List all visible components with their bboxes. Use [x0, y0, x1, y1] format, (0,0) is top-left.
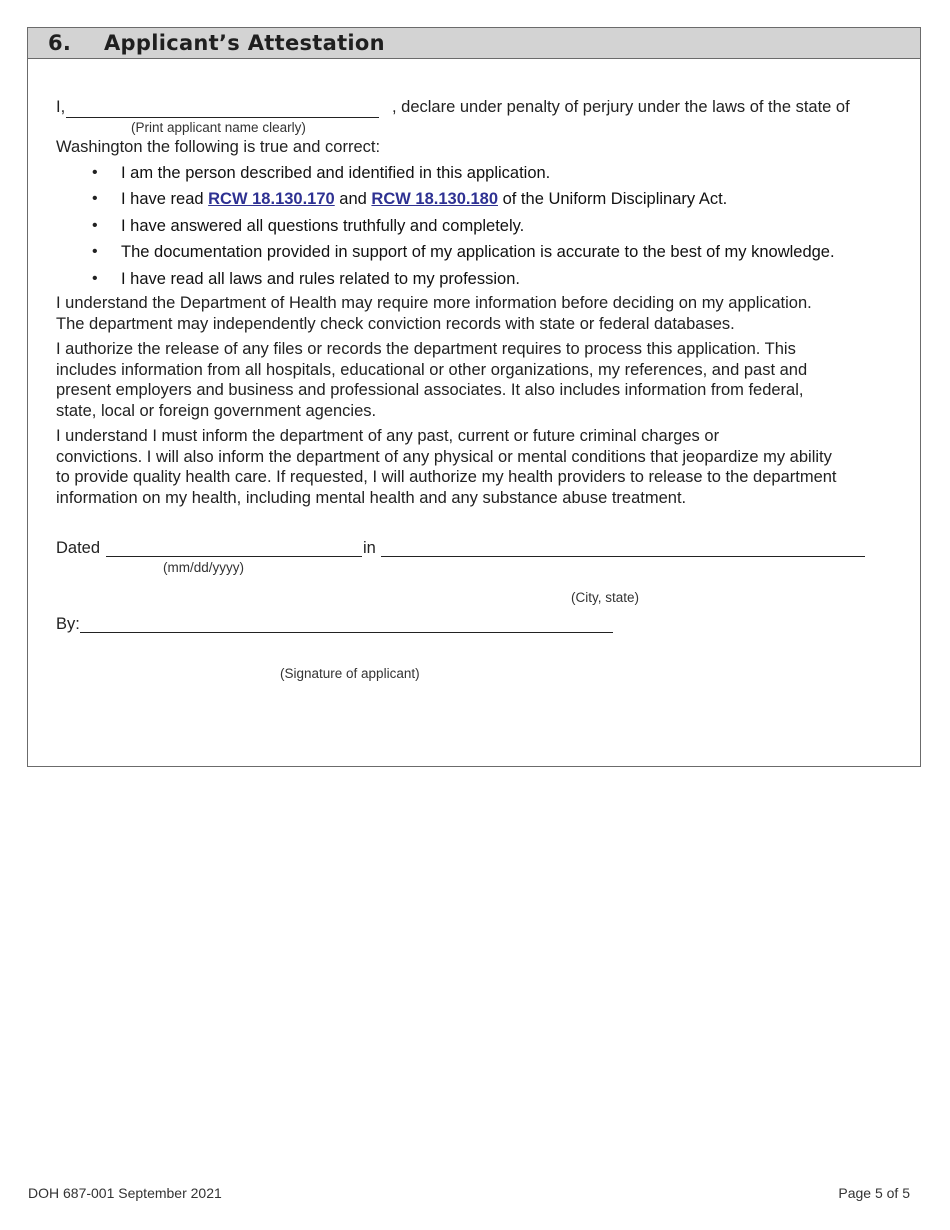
paragraph-line: present employers and business and professional associates. It also includes information from federal,	[56, 381, 804, 399]
form-id: DOH 687-001 September 2021	[28, 1185, 222, 1201]
in-label: in	[363, 539, 376, 557]
page-number: Page 5 of 5	[838, 1185, 910, 1201]
paragraph-line: information on my health, including mental health and any substance abuse treatment.	[56, 488, 687, 507]
date-field[interactable]	[106, 540, 362, 557]
bullet-item: The documentation provided in support of my application is accurate to the best of my knowledge.	[121, 243, 835, 261]
declaration-prefix: I,	[56, 98, 66, 116]
paragraph-line: I understand I must inform the department of any past, current or future criminal charges or	[56, 427, 720, 445]
city-state-field[interactable]	[381, 540, 865, 557]
bullet-item: I am the person described and identified in this application.	[121, 164, 551, 182]
bullet-marker: •	[92, 164, 98, 181]
bullet-text-pre: I have read	[121, 190, 209, 208]
paragraph-line: I authorize the release of any files or records the department requires to process this application. This	[56, 340, 796, 358]
section-number: 6.	[48, 31, 72, 55]
signature-caption: (Signature of applicant)	[280, 666, 420, 681]
bullet-text-post: of the Uniform Disciplinary Act.	[498, 190, 728, 208]
paragraph-inform-department	[56, 426, 876, 508]
signature-field[interactable]	[80, 616, 613, 633]
bullet-marker: •	[92, 190, 98, 207]
dated-label: Dated	[56, 539, 101, 557]
section-title: Applicant’s Attestation	[104, 31, 385, 55]
bullet-item-rcw	[121, 190, 727, 209]
paragraph-line: state, local or foreign government agencies.	[56, 401, 377, 420]
declaration-continuation: Washington the following is true and correct:	[56, 138, 381, 156]
paragraph-release-authorization	[56, 339, 876, 421]
paragraph-line: convictions. I will also inform the department of any physical or mental conditions that jeopardize my ability	[56, 447, 832, 466]
by-label: By:	[56, 615, 80, 633]
bullet-item: I have answered all questions truthfully and completely.	[121, 217, 525, 235]
bullet-marker: •	[92, 217, 98, 234]
date-caption: (mm/dd/yyyy)	[163, 560, 244, 575]
rcw-18-130-170-link[interactable]: RCW 18.130.170	[208, 190, 335, 208]
section-header	[28, 28, 920, 59]
paragraph-line: The department may independently check conviction records with state or federal databases.	[56, 314, 735, 333]
paragraph-line: I understand the Department of Health may require more information before deciding on my application.	[56, 294, 812, 312]
paragraph-line: includes information from all hospitals, educational or other organizations, my references, and past and	[56, 360, 808, 379]
city-caption: (City, state)	[571, 590, 640, 605]
declaration-suffix: , declare under penalty of perjury under the laws of the state of	[392, 98, 850, 116]
name-caption: (Print applicant name clearly)	[131, 120, 306, 135]
bullet-text-mid: and	[334, 190, 372, 208]
paragraph-line: to provide quality health care. If requested, I will authorize my health providers to release to the department	[56, 468, 837, 486]
rcw-18-130-180-link[interactable]: RCW 18.130.180	[371, 190, 498, 208]
bullet-item: I have read all laws and rules related to my profession.	[121, 270, 520, 288]
bullet-marker: •	[92, 270, 98, 287]
applicant-name-field[interactable]	[66, 99, 379, 118]
bullet-marker: •	[92, 243, 98, 260]
paragraph-more-information	[56, 293, 876, 334]
